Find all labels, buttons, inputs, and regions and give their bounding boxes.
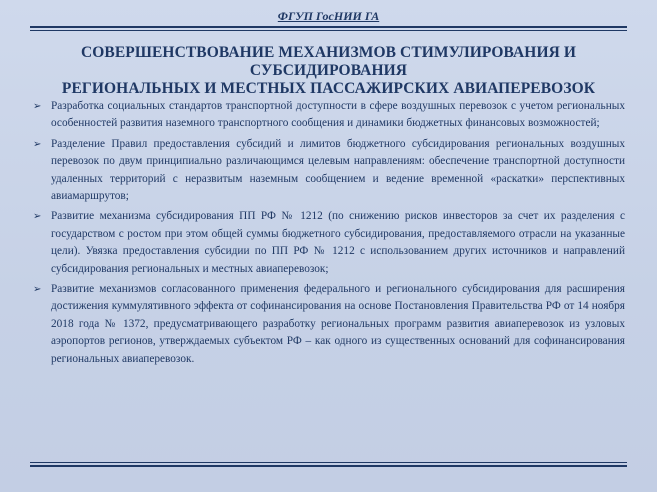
bottom-divider-thin bbox=[30, 462, 627, 463]
bullet-list bbox=[33, 98, 625, 371]
top-divider-thin bbox=[30, 30, 627, 31]
list-item bbox=[33, 281, 625, 368]
list-item-text: Развитие механизма субсидирования ПП РФ № 1212 (по снижению рисков инвесторов за счет их разделения с государством с ростом при этом общей суммы бюджетного субсидирования, предоставляемого отрасли на указанные цели). Увязка предоставления субсидии по ПП РФ № 1212 с использованием других источников и направлений субсидирования региональных и местных авиаперевозок; bbox=[51, 210, 625, 275]
list-item bbox=[33, 208, 625, 278]
list-item-text: Развитие механизмов согласованного применения федерального и регионального субсидирования для расширения достижения куммулятивного эффекта от софинансирования на основе Постановления Правительства РФ от 14 ноября 2018 года № 1372, предусматривающего разработку региональных программ развития авиаперевозок из узловых аэропортов регионов, утверждаемых субъектом РФ – как одного из существенных оснований для софинансирования региональных авиаперевозок. bbox=[51, 283, 625, 365]
list-item bbox=[33, 98, 625, 133]
arrow-bullet-icon: ➢ bbox=[33, 138, 42, 150]
arrow-bullet-icon: ➢ bbox=[33, 101, 42, 112]
list-item-text: Разделение Правил предоставления субсидий и лимитов бюджетного субсидирования региональных воздушных перевозок по двум принципиально различающимся целевым направлениям: обеспечение транспортной доступности удаленных территорий с неразвитым наземным сообщением и ведение временной «раскатки» перспективных авиамаршрутов; bbox=[51, 137, 625, 203]
slide-title-line-2: РЕГИОНАЛЬНЫХ И МЕСТНЫХ ПАССАЖИРСКИХ АВИАПЕРЕВОЗОК bbox=[61, 80, 596, 97]
list-item bbox=[33, 136, 625, 206]
organization-header: ФГУП ГосНИИ ГА bbox=[277, 9, 380, 23]
arrow-bullet-icon: ➢ bbox=[33, 211, 42, 223]
bottom-divider-thick bbox=[30, 465, 627, 467]
list-item-text: Разработка социальных стандартов транспортной доступности в сфере воздушных перевозок с учетом региональных особенностей развития наземного транспортного сообщения и динамики бюджетных финансовых возможностей; bbox=[51, 100, 625, 130]
slide-title bbox=[14, 44, 643, 98]
slide-title-line-1: СОВЕРШЕНСТВОВАНИЕ МЕХАНИЗМОВ СТИМУЛИРОВАНИЯ И СУБСИДИРОВАНИЯ bbox=[80, 44, 577, 79]
arrow-bullet-icon: ➢ bbox=[33, 284, 42, 296]
top-divider-thick bbox=[30, 26, 627, 28]
